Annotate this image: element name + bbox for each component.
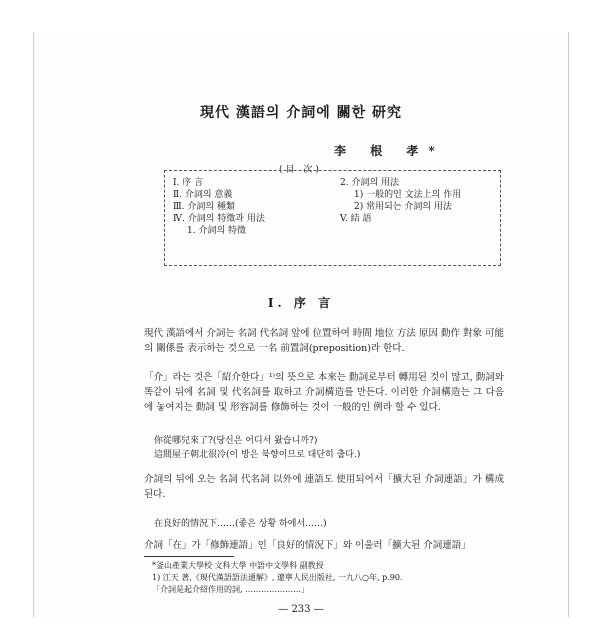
example-sentence: 你從哪兒來了?(당신은 어디서 왔습니까?): [154, 436, 318, 446]
page-number: — 233 —: [278, 604, 324, 615]
paragraph: 介詞「在」가「修飾連語」인「良好的情況下」와 이울러「擴大된 介詞連語」: [144, 540, 471, 551]
paragraph: 「介」라는 것은「紹介한다」¹⁾의 뜻으로 本來는 動詞로부터 轉用된 것이 많고, 動詞와 똑같이 뒤에 名詞 및 代名詞를 取하고 介詞構造를 만든다. 이러한 介詞構造는 그 다음에 놓여지는 動詞 및 形容詞를 修飾하는 것이 一般的인 例라 할 수 있다.: [144, 372, 504, 413]
footnote-divider: [144, 556, 234, 557]
example-sentence: 在良好的情況下……(좋은 상황 하에서……): [154, 519, 327, 529]
toc-item: Ⅳ. 介詞의 特徵과 用法: [173, 214, 265, 224]
footnote: 1) 江天 著,《現代漢語語法通解》, 遼寧人民出版社, 一九八○年, p.90.: [152, 573, 403, 582]
toc-item: Ⅱ. 介詞의 意義: [173, 190, 233, 200]
toc-label: (目 次): [279, 165, 322, 175]
toc-left-column: [173, 177, 265, 237]
author-name: 李 根 孝*: [334, 144, 445, 158]
example-sentence: 這間屋子朝北很冷(이 방은 북향이므로 대단히 춥다.): [154, 450, 361, 460]
paper-page: [33, 32, 569, 617]
section-heading: Ⅰ. 序 言: [267, 296, 335, 310]
toc-item: 2. 介詞의 用法: [340, 178, 400, 188]
footnotes: [152, 560, 402, 596]
toc-item: Ⅰ. 序 言: [173, 178, 204, 188]
paper-title: 現代 漢語의 介詞에 關한 研究: [199, 105, 403, 121]
toc-right-column: [340, 177, 461, 225]
paragraph: 介詞의 뒤에 오는 名詞 代名詞 以外에 連語도 使用되어서「擴大된 介詞連語」가 構成된다.: [144, 474, 504, 500]
example-sentences: [154, 434, 360, 462]
toc-item: 1) 一般的인 文法上의 作用: [354, 190, 462, 200]
footnote: *釜山產業大學校 文科大學 中語中文學科 副教授: [152, 561, 324, 570]
paragraph: 現代 漢語에서 介詞는 名詞 代名詞 앞에 位置하여 時間 地位 方法 原因 動作 對象 可能의 關係를 表示하는 것으로 一名 前置詞(preposition)라 한다.: [144, 328, 504, 354]
toc-item: Ⅲ. 介詞의 種類: [173, 202, 235, 212]
table-of-contents: [164, 170, 501, 266]
footnote: 「介詞是起介紹作用的詞, …………………」: [152, 585, 310, 594]
toc-item: 2) 常用되는 介詞의 用法: [354, 202, 452, 212]
toc-item: V. 結 語: [340, 214, 372, 224]
toc-item: 1. 介詞의 特徵: [187, 226, 247, 236]
